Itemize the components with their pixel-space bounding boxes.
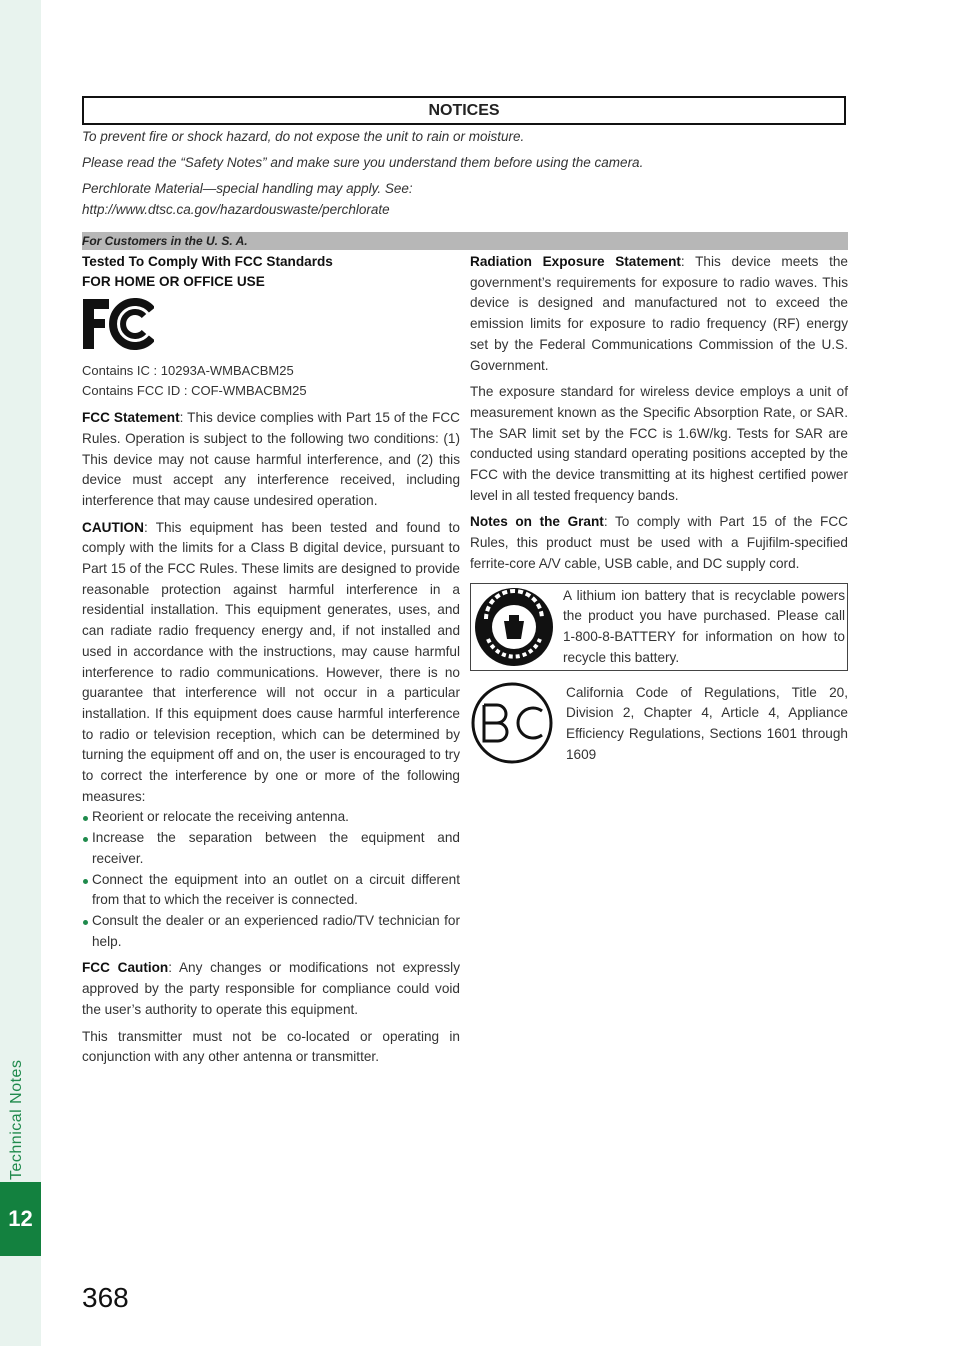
radiation-statement: Radiation Exposure Statement: This device meets the government’s requirements for exposure to radio waves. This device is designed and manufactured not to exceed the emission limits for exposure to radio frequency (RF) energy set by the Federal Communications Commission of the U.S. Government. xyxy=(470,254,848,373)
usa-section-bar: For Customers in the U. S. A. xyxy=(82,232,848,250)
ic-number: Contains IC : 10293A-WMBACBM25 xyxy=(82,362,294,378)
sar-paragraph: The exposure standard for wireless device employs a unit of measurement known as the Specific Absorption Rate, or SAR. The SAR limit set by the FCC is 1.6W/kg. Tests for SAR are conducted using standard operating positions accepted by the FCC with the device transmitting at its highest certified power level in all tested frequency bands. xyxy=(470,384,848,503)
notice-line-2: Please read the “Safety Notes” and make sure you understand them before using the camera. xyxy=(82,155,644,170)
bc-text: California Code of Regulations, Title 20, Division 2, Chapter 4, Article 4, Appliance Efficiency Regulations, Sections 1601 through 1609 xyxy=(566,684,848,762)
notice-line-1: To prevent fire or shock hazard, do not expose the unit to rain or moisture. xyxy=(82,129,525,144)
left-column xyxy=(82,252,460,1074)
bc-row xyxy=(470,681,848,772)
notices-title: NOTICES xyxy=(82,96,846,125)
bc-mark-icon xyxy=(470,681,562,772)
fcc-heading-2: FOR HOME OR OFFICE USE xyxy=(82,274,265,289)
grant-notes: Notes on the Grant: To comply with Part 15 of the FCC Rules, this product must be used with a Fujifilm-specified ferrite-core A/V cable, USB cable, and DC supply cord. xyxy=(470,514,848,571)
list-item: Increase the separation between the equipment and receiver. xyxy=(82,828,460,869)
fcc-logo-icon xyxy=(82,298,154,350)
caution-paragraph: CAUTION: This equipment has been tested and found to comply with the limits for a Class B digital device, pursuant to Part 15 of the FCC Rules. These limits are designed to provide reasonable protection against harmful interference in a residential installation. This equipment generates, uses, and can radiate radio frequency energy and, if not installed and used in accordance with the instructions, may cause harmful interference to radio communications. However, there is no guarantee that interference will not occur in a particular installation. If this equipment does cause harmful interference to radio or television reception, which can be determined by turning the equipment off and on, the user is encouraged to try to correct the interference by one or more of the following measures: xyxy=(82,519,460,804)
right-column xyxy=(470,252,848,771)
battery-recycle-box xyxy=(470,583,848,671)
notice-line-3b: http://www.dtsc.ca.gov/hazardouswaste/perchlorate xyxy=(82,202,390,217)
battery-text: A lithium ion battery that is recyclable powers the product you have purchased. Please call 1-800-8-BATTERY for information on how to recycle this battery. xyxy=(563,587,845,665)
measures-list xyxy=(82,807,460,952)
rbrc-recycle-icon xyxy=(471,584,557,670)
list-item: Consult the dealer or an experienced radio/TV technician for help. xyxy=(82,911,460,952)
fcc-caution: FCC Caution: Any changes or modifications not expressly approved by the party responsible for compliance could void the user’s authority to operate this equipment. xyxy=(82,960,460,1017)
chapter-tab: 12 xyxy=(0,1182,41,1256)
list-item: Reorient or relocate the receiving antenna. xyxy=(82,807,460,828)
section-label: Technical Notes xyxy=(8,1059,25,1180)
fcc-statement: FCC Statement: This device complies with Part 15 of the FCC Rules. Operation is subject to the following two conditions: (1) This device may not cause harmful interference, and (2) this device must accept any interference received, including interference that may cause undesired operation. xyxy=(82,410,460,508)
fcc-heading-1: Tested To Comply With FCC Standards xyxy=(82,254,333,269)
fcc-id: Contains FCC ID : COF-WMBACBM25 xyxy=(82,383,307,399)
notice-line-3a: Perchlorate Material—special handling may apply. See: xyxy=(82,181,413,196)
colocate-paragraph: This transmitter must not be co-located or operating in conjunction with any other antenna or transmitter. xyxy=(82,1028,460,1065)
list-item: Connect the equipment into an outlet on a circuit different from that to which the receiver is connected. xyxy=(82,870,460,911)
page-number: 368 xyxy=(82,1282,129,1313)
